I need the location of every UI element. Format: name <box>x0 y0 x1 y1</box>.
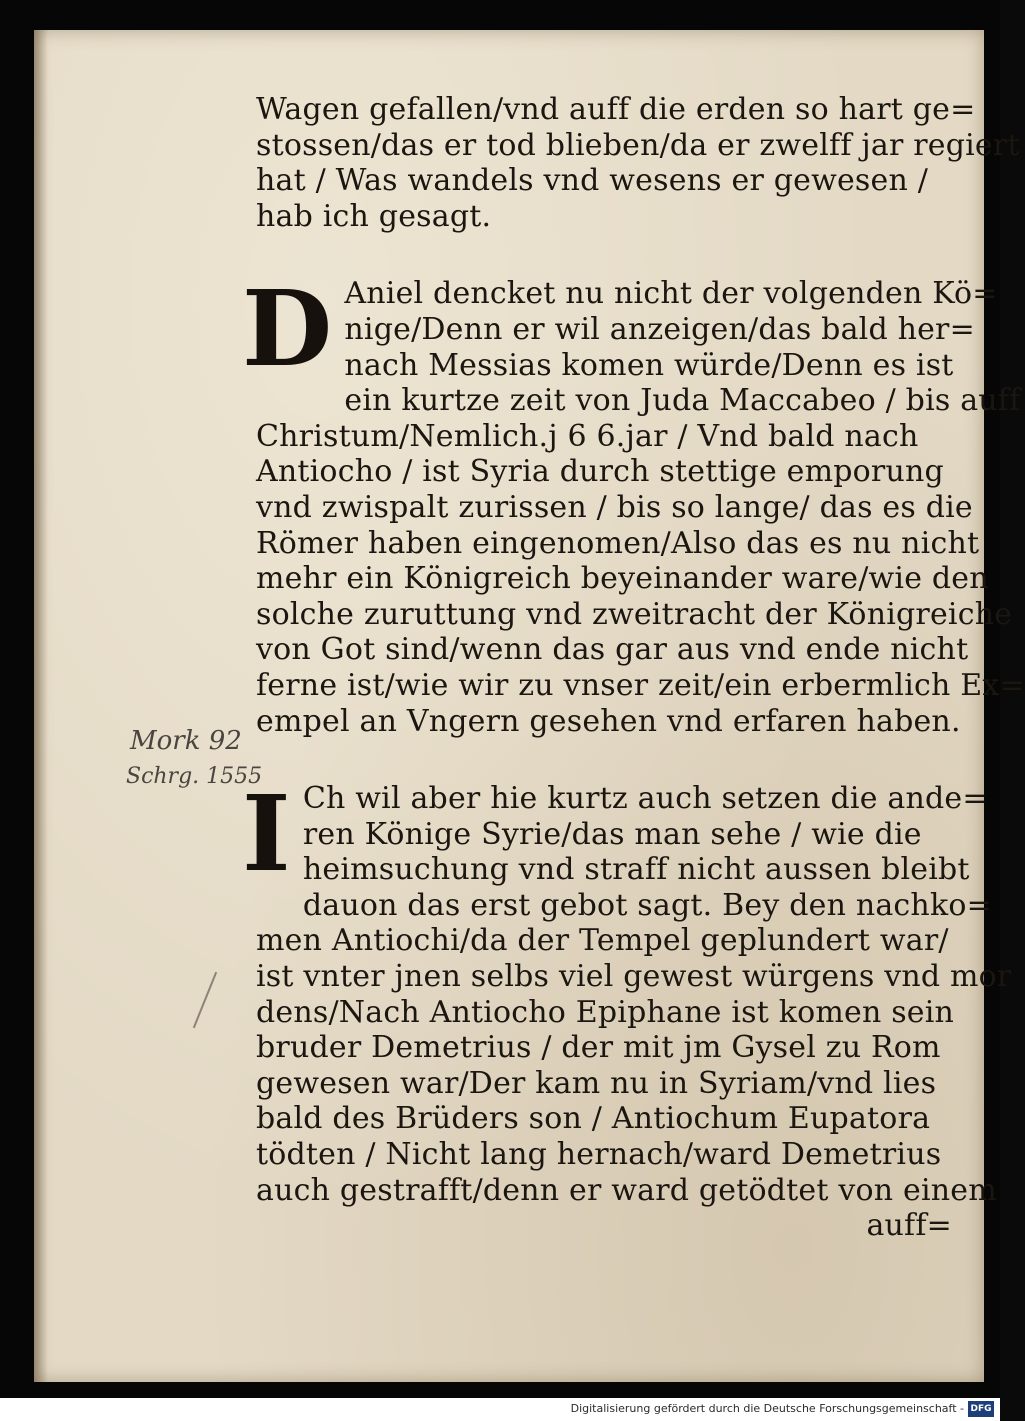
text-line: Ch wil aber hie kurtz auch setzen die ande= <box>302 781 988 817</box>
text-line: dauon das erst gebot sagt. Bey den nachko= <box>302 887 992 923</box>
margin-note: Mork 92 <box>130 726 242 756</box>
dfg-logo-icon: DFG <box>968 1401 994 1417</box>
pencil-mark <box>193 972 217 1028</box>
initial-d: D <box>242 267 333 391</box>
text-line: Antiocho / ist Syria durch stettige emporung <box>256 454 944 490</box>
paragraph-gap <box>256 739 956 781</box>
text-line: heimsuchung vnd straff nicht aussen bleibt <box>302 852 970 888</box>
initial-i: I <box>242 772 291 896</box>
text-line: dens/Nach Antiocho Epiphane ist komen sein <box>256 994 955 1030</box>
paragraph-daniel <box>242 267 998 391</box>
paragraph-gap <box>256 234 956 276</box>
text-line: auch gestrafft/denn er ward getödtet von einem <box>256 1172 997 1208</box>
text-line: Aniel dencket nu nicht der volgenden Kö= <box>344 276 998 312</box>
book-page <box>34 30 1025 1382</box>
text-line: tödten / Nicht lang hernach/ward Demetrius <box>256 1137 942 1173</box>
text-line: von Got sind/wenn das gar aus vnd ende nicht <box>256 632 969 668</box>
text-line: stossen/das er tod blieben/da er zwelff jar regiert <box>256 127 1020 163</box>
paragraph-syria <box>242 772 988 896</box>
text-line: hab ich gesagt. <box>256 198 492 234</box>
text-line: mehr ein Königreich beyeinander ware/wie den <box>256 561 989 597</box>
page-gutter-shadow <box>34 30 48 1382</box>
text-line: Christum/Nemlich.j 6 6.jar / Vnd bald nach <box>256 418 919 454</box>
text-line: ferne ist/wie wir zu vnser zeit/ein erbermlich Ex= <box>256 667 1025 703</box>
text-line: ist vnter jnen selbs viel gewest würgens vnd mor <box>256 959 1012 995</box>
text-line: men Antiochi/da der Tempel geplundert war/ <box>256 923 949 959</box>
text-line: ein kurtze zeit von Juda Maccabeo / bis auff <box>344 383 1021 419</box>
text-line: ren Könige Syrie/das man sehe / wie die <box>302 816 922 852</box>
text-line: empel an Vngern gesehen vnd erfaren haben. <box>256 703 961 739</box>
footer-credit: Digitalisierung gefördert durch die Deutsche Forschungsgemeinschaft - <box>570 1402 964 1415</box>
text-line: hat / Was wandels vnd wesens er gewesen / <box>256 163 929 199</box>
text-line: bruder Demetrius / der mit jm Gysel zu Rom <box>256 1030 941 1066</box>
text-line: vnd zwispalt zurissen / bis so lange/ das es die <box>256 489 973 525</box>
text-line: bald des Brüders son / Antiochum Eupatora <box>256 1101 931 1137</box>
text-line: gewesen war/Der kam nu in Syriam/vnd lies <box>256 1065 937 1101</box>
text-line: Römer haben eingenomen/Also das es nu nicht <box>256 525 980 561</box>
margin-note: Schrg. 1555 <box>126 764 263 789</box>
page-text <box>242 92 1025 1244</box>
catchword: auff= <box>866 1208 952 1244</box>
text-line: Wagen gefallen/vnd auff die erden so hart ge= <box>256 92 976 127</box>
text-line: nach Messias komen würde/Denn es ist <box>344 347 954 383</box>
footer-bar <box>0 1398 1000 1421</box>
text-line: solche zuruttung vnd zweitracht der Königreiche <box>256 596 1013 632</box>
text-line: nige/Denn er wil anzeigen/das bald her= <box>344 311 975 347</box>
